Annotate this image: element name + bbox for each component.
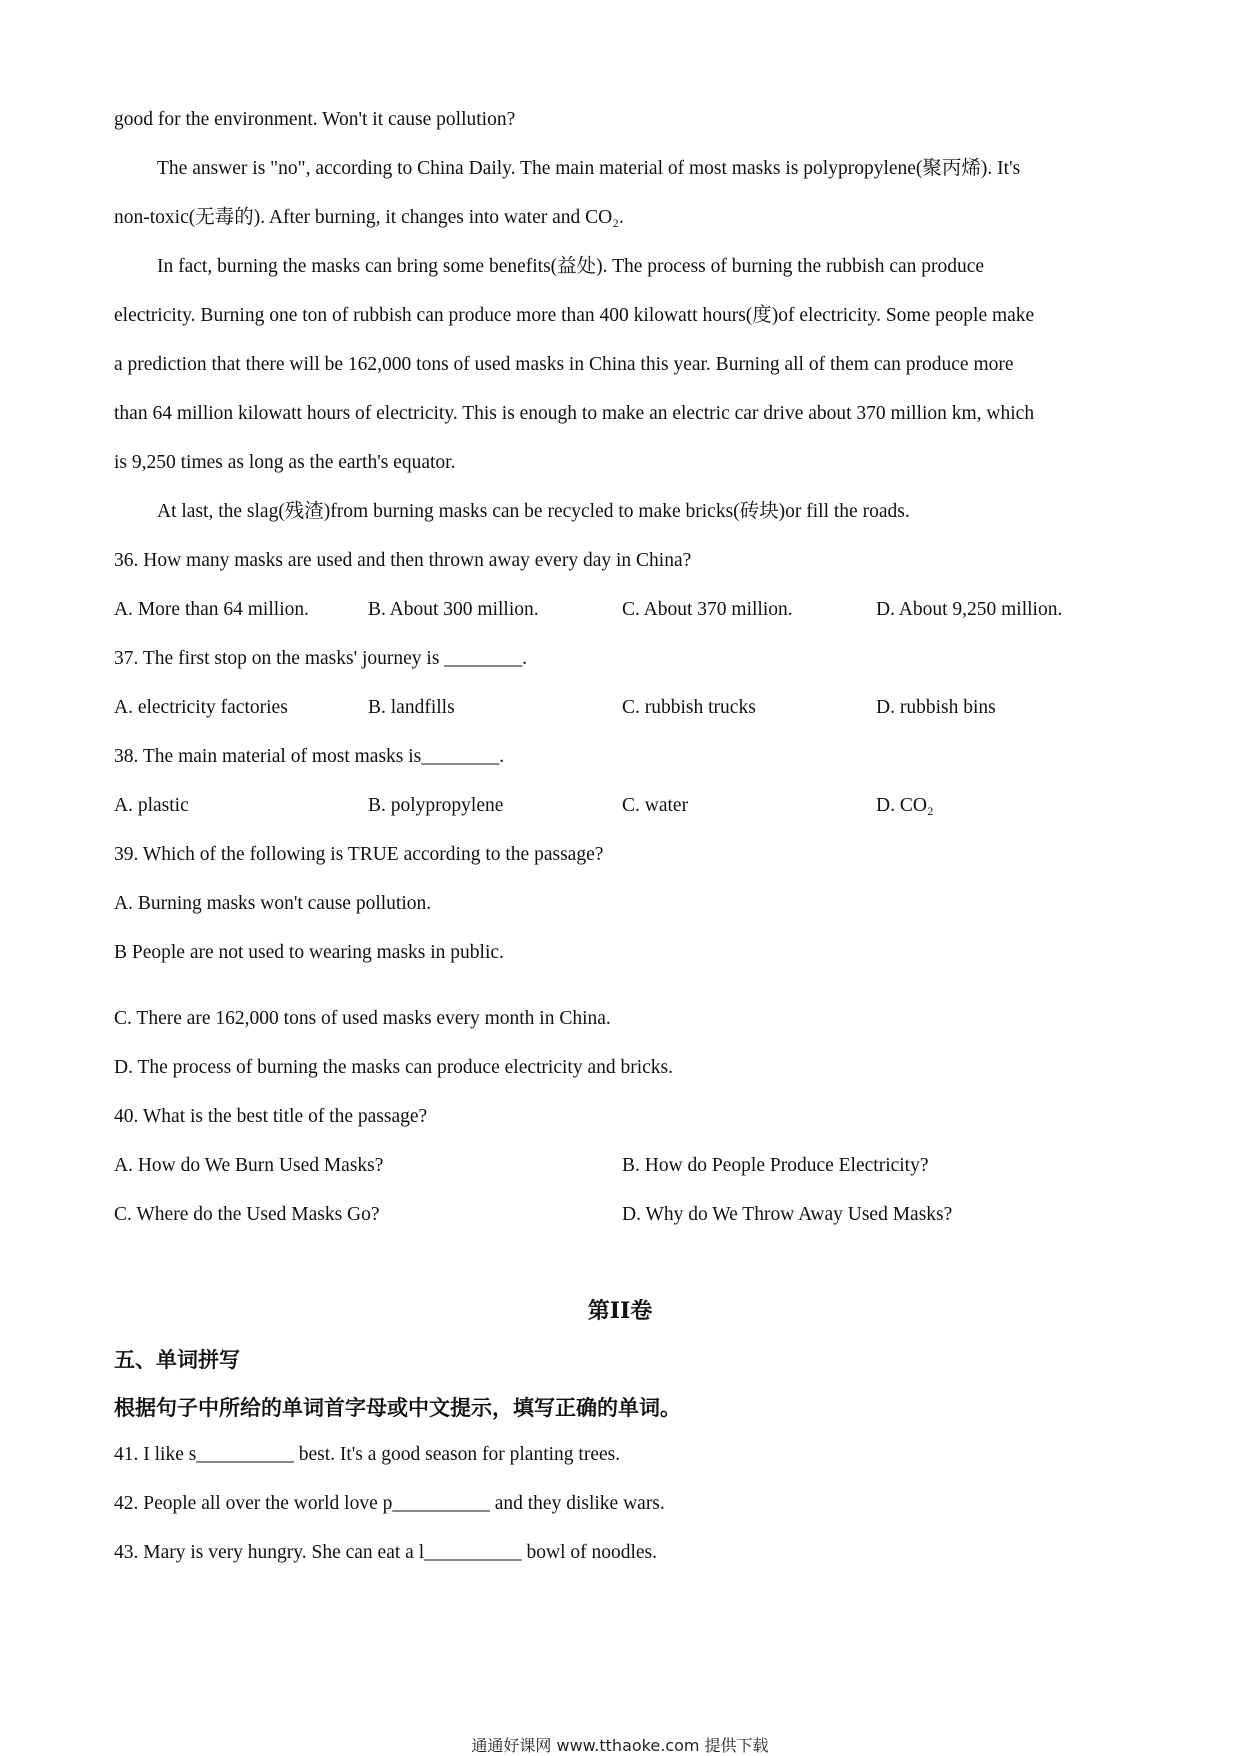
passage-line-7: than 64 million kilowatt hours of electricity. This is enough to make an electric car drive about 370 million km, which — [114, 403, 1035, 424]
part-instruction: 根据句子中所给的单词首字母或中文提示，填写正确的单词。 — [114, 1396, 681, 1420]
question-36-option-d: D. About 9,250 million. — [876, 599, 1063, 620]
question-36-option-c: C. About 370 million. — [622, 599, 793, 620]
question-39-option-a: A. Burning masks won't cause pollution. — [114, 893, 432, 914]
footer-watermark: 通通好课网 www.tthaoke.com 提供下载 — [471, 1736, 769, 1755]
question-40-option-b: B. How do People Produce Electricity? — [622, 1155, 929, 1176]
question-39-option-c: C. There are 162,000 tons of used masks every month in China. — [114, 1008, 611, 1029]
question-37-option-c: C. rubbish trucks — [622, 697, 756, 718]
part-heading: 五、单词拼写 — [114, 1348, 240, 1372]
passage-line-3: non-toxic(无毒的). After burning, it changes into water and CO₂. — [114, 207, 624, 228]
question-37-option-b: B. landfills — [368, 697, 455, 718]
question-39-option-d: D. The process of burning the masks can produce electricity and bricks. — [114, 1057, 674, 1078]
passage-line-8: is 9,250 times as long as the earth's equator. — [114, 452, 456, 473]
question-37-option-a: A. electricity factories — [114, 697, 288, 718]
passage-line-6: a prediction that there will be 162,000 tons of used masks in China this year. Burning all of them can produce more — [114, 354, 1014, 375]
question-36-option-a: A. More than 64 million. — [114, 599, 309, 620]
section-title: 第II卷 — [587, 1298, 653, 1324]
question-40-option-a: A. How do We Burn Used Masks? — [114, 1155, 384, 1176]
question-42: 42. People all over the world love p__________ and they dislike wars. — [114, 1493, 665, 1514]
question-41: 41. I like s__________ best. It's a good season for planting trees. — [114, 1444, 621, 1465]
question-37-option-d: D. rubbish bins — [876, 697, 996, 718]
question-43: 43. Mary is very hungry. She can eat a l__________ bowl of noodles. — [114, 1542, 658, 1563]
passage-line-9: At last, the slag(残渣)from burning masks can be recycled to make bricks(砖块)or fill the roads. — [157, 501, 910, 522]
question-38-stem: 38. The main material of most masks is________. — [114, 746, 505, 767]
question-36-option-b: B. About 300 million. — [368, 599, 539, 620]
question-38-option-b: B. polypropylene — [368, 795, 504, 816]
question-38-option-c: C. water — [622, 795, 689, 816]
question-40-option-d: D. Why do We Throw Away Used Masks? — [622, 1204, 953, 1225]
question-40-option-c: C. Where do the Used Masks Go? — [114, 1204, 380, 1225]
question-38-option-d: D. CO₂ — [876, 795, 934, 816]
passage-line-2: The answer is "no", according to China Daily. The main material of most masks is polypropylene(聚丙烯). It's — [157, 158, 1021, 179]
passage-line-5: electricity. Burning one ton of rubbish can produce more than 400 kilowatt hours(度)of electricity. Some people make — [114, 305, 1035, 326]
passage-line-1: good for the environment. Won't it cause pollution? — [114, 109, 516, 130]
question-39-option-b: B People are not used to wearing masks in public. — [114, 942, 504, 963]
question-38-option-a: A. plastic — [114, 795, 189, 816]
question-40-stem: 40. What is the best title of the passage? — [114, 1106, 428, 1127]
passage-line-4: In fact, burning the masks can bring some benefits(益处). The process of burning the rubbish can produce — [157, 256, 985, 277]
question-37-stem: 37. The first stop on the masks' journey is ________. — [114, 648, 528, 669]
question-36-stem: 36. How many masks are used and then thrown away every day in China? — [114, 550, 692, 571]
question-39-stem: 39. Which of the following is TRUE according to the passage? — [114, 844, 604, 865]
